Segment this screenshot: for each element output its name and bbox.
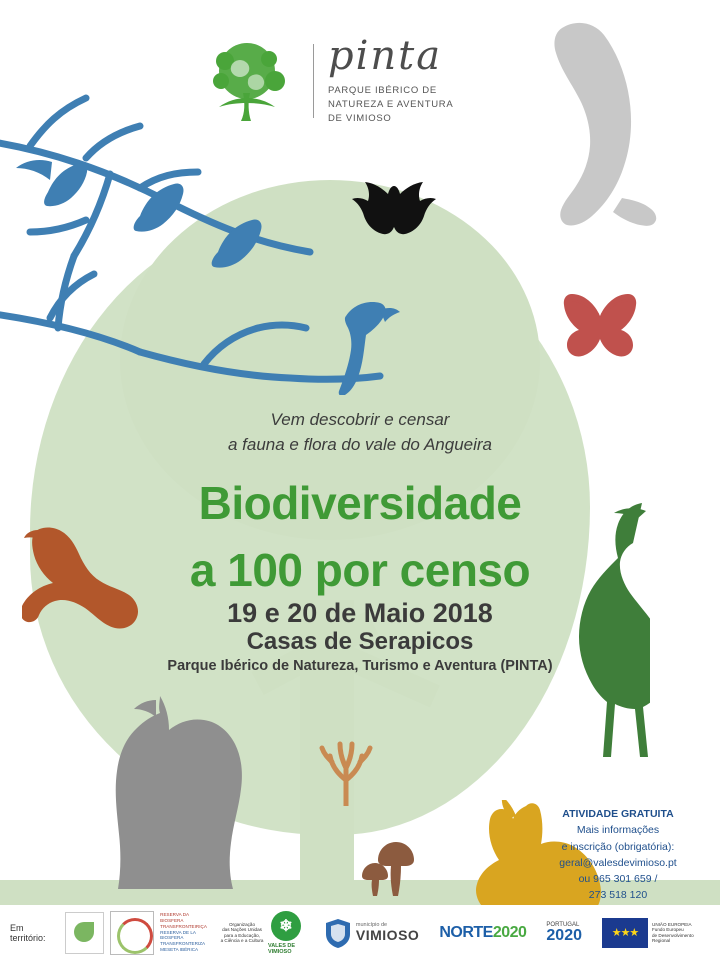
vimioso-small: município de (355, 921, 388, 928)
logo-subtitle-line-1: PARQUE IBÉRICO DE (328, 85, 437, 96)
biosphere-reserve-mark (65, 912, 103, 954)
reserve-line-1: RESERVA DA (160, 912, 190, 918)
unesco-logo (216, 922, 268, 944)
footer-territory-block (10, 911, 268, 955)
headline-line-2: a 100 por censo (189, 543, 531, 596)
norte-text-b: 2020 (492, 923, 527, 941)
portugal2020-small: PORTUGAL (546, 921, 580, 928)
info-line-1: Mais informações (576, 824, 660, 837)
unesco-line-1: Organização (228, 921, 256, 927)
norte-text-a: NORTE (439, 923, 493, 941)
registration-info (528, 806, 708, 904)
event-place: Casas de Serapicos (246, 628, 474, 655)
eu-flag-icon: ★★★ (602, 918, 648, 948)
shield-icon (324, 918, 352, 948)
eu-line-1: UNIÃO EUROPEIA (652, 921, 692, 927)
info-email[interactable]: geral@valesdevimioso.pt (559, 856, 677, 869)
partner-logo-uniao-europeia (602, 918, 704, 948)
reserve-line-4: RESERVA DE LA (160, 929, 197, 935)
wolf-howling-icon (80, 690, 330, 920)
event-venue: Parque Ibérico de Natureza, Turismo e Aventura (PINTA) (167, 658, 553, 674)
unesco-line-3: para a Educação, (224, 932, 261, 938)
leaf-circle-icon: ❄ (271, 911, 301, 941)
bat-icon (348, 180, 440, 242)
eu-text (652, 922, 704, 944)
reserve-line-3: TRANSFRONTEIRIÇA (160, 923, 207, 929)
page-title (0, 470, 720, 603)
tagline (0, 408, 720, 457)
tagline-line-2: a fauna e flora do vale do Angueira (227, 434, 492, 454)
territory-label: Em território: (10, 922, 46, 943)
mushrooms-icon (360, 840, 430, 902)
info-phone-2: 273 518 120 (588, 889, 648, 902)
logo-subtitle (328, 84, 453, 125)
partner-logo-portugal2020 (546, 922, 582, 944)
reserve-line-5: BIOSFERA (160, 935, 184, 941)
unesco-line-2: das Nações Unidas (222, 927, 262, 932)
reserve-line-7: MESETA IBÉRICA (160, 946, 199, 952)
logo-subtitle-line-3: DE VIMIOSO (328, 112, 392, 124)
pinta-logo (203, 33, 454, 125)
event-date: 19 e 20 de Maio 2018 (227, 598, 493, 628)
blue-bird-icon (330, 300, 400, 395)
eu-line-2: Fundo Europeu (652, 927, 684, 932)
portugal2020-big: 2020 (546, 926, 582, 944)
reserve-line-6: TRANSFRONTERIZA (160, 941, 206, 947)
footer-partner-logos (268, 911, 704, 955)
unesco-line-4: a Ciência e a Cultura (220, 938, 264, 943)
logo-subtitle-line-2: NATUREZA E AVENTURA (328, 98, 454, 110)
eu-line-3: de Desenvolvimento Regional (652, 932, 694, 943)
logo-wordmark: pinta (328, 33, 443, 79)
coral-plant-icon (318, 740, 374, 806)
partner-logo-norte2020 (439, 924, 526, 942)
reserve-logo-text (160, 912, 210, 952)
info-line-2: e inscrição (obrigatória): (561, 840, 675, 853)
logo-text-block (328, 33, 454, 125)
vimioso-text (356, 922, 419, 943)
partner-logo-vales-de-vimioso (268, 911, 304, 955)
footer-logos (0, 905, 720, 960)
vimioso-big: VIMIOSO (355, 926, 420, 943)
tree-wildlife-icon (203, 41, 299, 121)
butterfly-icon (560, 290, 640, 370)
tagline-line-1: Vem descobrir e censar (270, 410, 450, 429)
reserve-line-2: BIOSFERA (160, 918, 184, 924)
info-phone-1: ou 965 301 659 / (578, 873, 658, 886)
leaf-icon (74, 922, 94, 942)
headline-line-1: Biodiversidade (198, 477, 522, 529)
grey-flying-bird-icon (470, 20, 690, 250)
arc-icon (117, 918, 153, 954)
reserve-logo-icon (110, 911, 154, 955)
info-title: ATIVIDADE GRATUITA (562, 808, 674, 820)
logo-divider (313, 44, 314, 118)
partner-logo-municipio-vimioso (324, 918, 419, 948)
vales-label: VALES DE VIMIOSO (267, 942, 296, 955)
